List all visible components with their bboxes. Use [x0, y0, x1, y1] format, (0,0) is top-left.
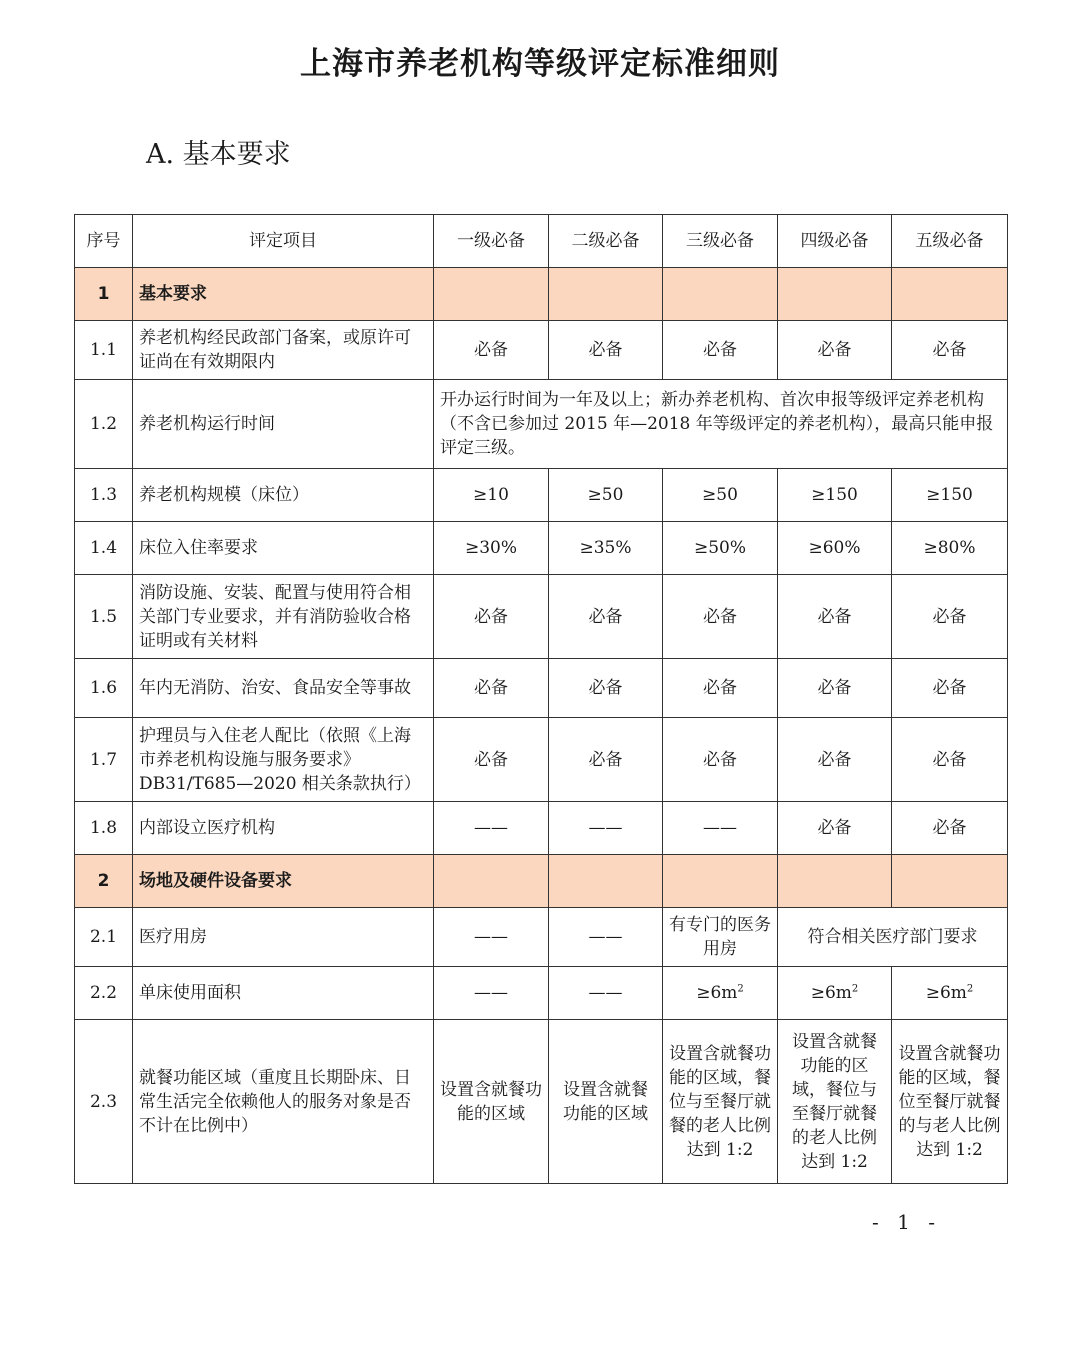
level-1-value: 必备 [434, 718, 549, 802]
level-5-value: 必备 [892, 718, 1008, 802]
section-cell [663, 855, 778, 908]
row-no: 1.6 [75, 659, 133, 718]
level-1-value: 必备 [434, 575, 549, 659]
row-no: 1.4 [75, 522, 133, 575]
row-item: 年内无消防、治安、食品安全等事故 [133, 659, 434, 718]
level-3-value: ≥50 [663, 469, 778, 522]
grade-criteria-table [74, 214, 1008, 1184]
table-row [75, 522, 1008, 575]
section-cell [778, 268, 892, 321]
row-no: 1.2 [75, 380, 133, 469]
level-4-value [778, 967, 892, 1020]
level-2-value: ≥50 [549, 469, 663, 522]
level-1-value: —— [434, 802, 549, 855]
row-no: 1.7 [75, 718, 133, 802]
level-1-value: 必备 [434, 659, 549, 718]
level-2-value: 必备 [549, 659, 663, 718]
area-value: ≥6m [810, 983, 852, 1003]
level-1-value: ≥30% [434, 522, 549, 575]
header-no: 序号 [75, 215, 133, 268]
section-cell [549, 268, 663, 321]
table-header-row [75, 215, 1008, 268]
row-item: 养老机构规模（床位） [133, 469, 434, 522]
section-title: 场地及硬件设备要求 [133, 855, 434, 908]
section-row-basic [75, 268, 1008, 321]
table-row [75, 908, 1008, 967]
level-5-value: 设置含就餐功能的区域，餐位至餐厅就餐的与老人比例达到 1:2 [892, 1020, 1008, 1184]
level-2-value: —— [549, 967, 663, 1020]
unit-superscript: 2 [737, 983, 744, 995]
unit-superscript: 2 [966, 983, 974, 995]
unit-superscript: 2 [851, 983, 859, 995]
page-number: - 1 - [872, 1210, 941, 1234]
operation-time-note: 开办运行时间为一年及以上；新办养老机构、首次申报等级评定养老机构（不含已参加过 2015 年—2018 年等级评定的养老机构），最高只能申报评定三级。 [434, 380, 1008, 469]
level-4-value: ≥150 [778, 469, 892, 522]
level-5-value: 必备 [892, 659, 1008, 718]
section-no: 1 [75, 268, 133, 321]
row-no: 2.2 [75, 967, 133, 1020]
level-4-value: ≥60% [778, 522, 892, 575]
level-4-5-value: 符合相关医疗部门要求 [778, 908, 1008, 967]
section-cell [778, 855, 892, 908]
row-item: 医疗用房 [133, 908, 434, 967]
level-3-value: —— [663, 802, 778, 855]
section-cell [549, 855, 663, 908]
level-2-value: 必备 [549, 575, 663, 659]
table-row [75, 575, 1008, 659]
section-title: 基本要求 [133, 268, 434, 321]
table-row [75, 469, 1008, 522]
row-no: 2.1 [75, 908, 133, 967]
section-cell [663, 268, 778, 321]
section-heading: A. 基本要求 [146, 139, 291, 170]
level-4-value: 必备 [778, 321, 892, 380]
section-no: 2 [75, 855, 133, 908]
level-1-value: ≥10 [434, 469, 549, 522]
level-2-value: —— [549, 908, 663, 967]
header-level-5: 五级必备 [892, 215, 1008, 268]
level-1-value: 必备 [434, 321, 549, 380]
level-4-value: 必备 [778, 718, 892, 802]
level-2-value: 设置含就餐功能的区域 [549, 1020, 663, 1184]
document-title: 上海市养老机构等级评定标准细则 [300, 46, 780, 82]
header-level-1: 一级必备 [434, 215, 549, 268]
row-item: 养老机构运行时间 [133, 380, 434, 469]
table-row [75, 380, 1008, 469]
level-5-value: ≥80% [892, 522, 1008, 575]
row-item: 内部设立医疗机构 [133, 802, 434, 855]
level-4-value: 设置含就餐功能的区域，餐位与至餐厅就餐的老人比例达到 1:2 [778, 1020, 892, 1184]
section-cell [434, 268, 549, 321]
header-item: 评定项目 [133, 215, 434, 268]
row-no: 2.3 [75, 1020, 133, 1184]
section-cell [892, 268, 1008, 321]
level-5-value: 必备 [892, 321, 1008, 380]
section-cell [434, 855, 549, 908]
section-row-facilities [75, 855, 1008, 908]
level-1-value: 设置含就餐功能的区域 [434, 1020, 549, 1184]
level-4-value: 必备 [778, 575, 892, 659]
level-3-value: 有专门的医务用房 [663, 908, 778, 967]
section-cell [892, 855, 1008, 908]
table-row [75, 718, 1008, 802]
level-2-value: —— [549, 802, 663, 855]
table-row [75, 1020, 1008, 1184]
level-5-value: ≥150 [892, 469, 1008, 522]
area-value: ≥6m [696, 983, 738, 1003]
table-row [75, 659, 1008, 718]
level-3-value: 必备 [663, 575, 778, 659]
level-3-value [663, 967, 778, 1020]
table-row [75, 967, 1008, 1020]
level-3-value: 必备 [663, 718, 778, 802]
row-no: 1.1 [75, 321, 133, 380]
header-level-3: 三级必备 [663, 215, 778, 268]
table-row [75, 321, 1008, 380]
row-no: 1.3 [75, 469, 133, 522]
header-level-2: 二级必备 [549, 215, 663, 268]
level-2-value: 必备 [549, 321, 663, 380]
level-5-value [892, 967, 1008, 1020]
level-2-value: 必备 [549, 718, 663, 802]
level-4-value: 必备 [778, 659, 892, 718]
level-2-value: ≥35% [549, 522, 663, 575]
row-no: 1.5 [75, 575, 133, 659]
table-row [75, 802, 1008, 855]
row-item: 单床使用面积 [133, 967, 434, 1020]
row-item: 就餐功能区域（重度且长期卧床、日常生活完全依赖他人的服务对象是否不计在比例中） [133, 1020, 434, 1184]
level-5-value: 必备 [892, 575, 1008, 659]
level-3-value: ≥50% [663, 522, 778, 575]
row-no: 1.8 [75, 802, 133, 855]
level-3-value: 必备 [663, 659, 778, 718]
level-3-value: 设置含就餐功能的区域，餐位与至餐厅就餐的老人比例达到 1:2 [663, 1020, 778, 1184]
level-1-value: —— [434, 967, 549, 1020]
row-item: 养老机构经民政部门备案，或原许可证尚在有效期限内 [133, 321, 434, 380]
header-level-4: 四级必备 [778, 215, 892, 268]
level-4-value: 必备 [778, 802, 892, 855]
level-5-value: 必备 [892, 802, 1008, 855]
row-item: 护理员与入住老人配比（依照《上海市养老机构设施与服务要求》DB31/T685—2020 相关条款执行） [133, 718, 434, 802]
level-1-value: —— [434, 908, 549, 967]
area-value: ≥6m [925, 983, 967, 1003]
row-item: 消防设施、安装、配置与使用符合相关部门专业要求，并有消防验收合格证明或有关材料 [133, 575, 434, 659]
level-3-value: 必备 [663, 321, 778, 380]
row-item: 床位入住率要求 [133, 522, 434, 575]
